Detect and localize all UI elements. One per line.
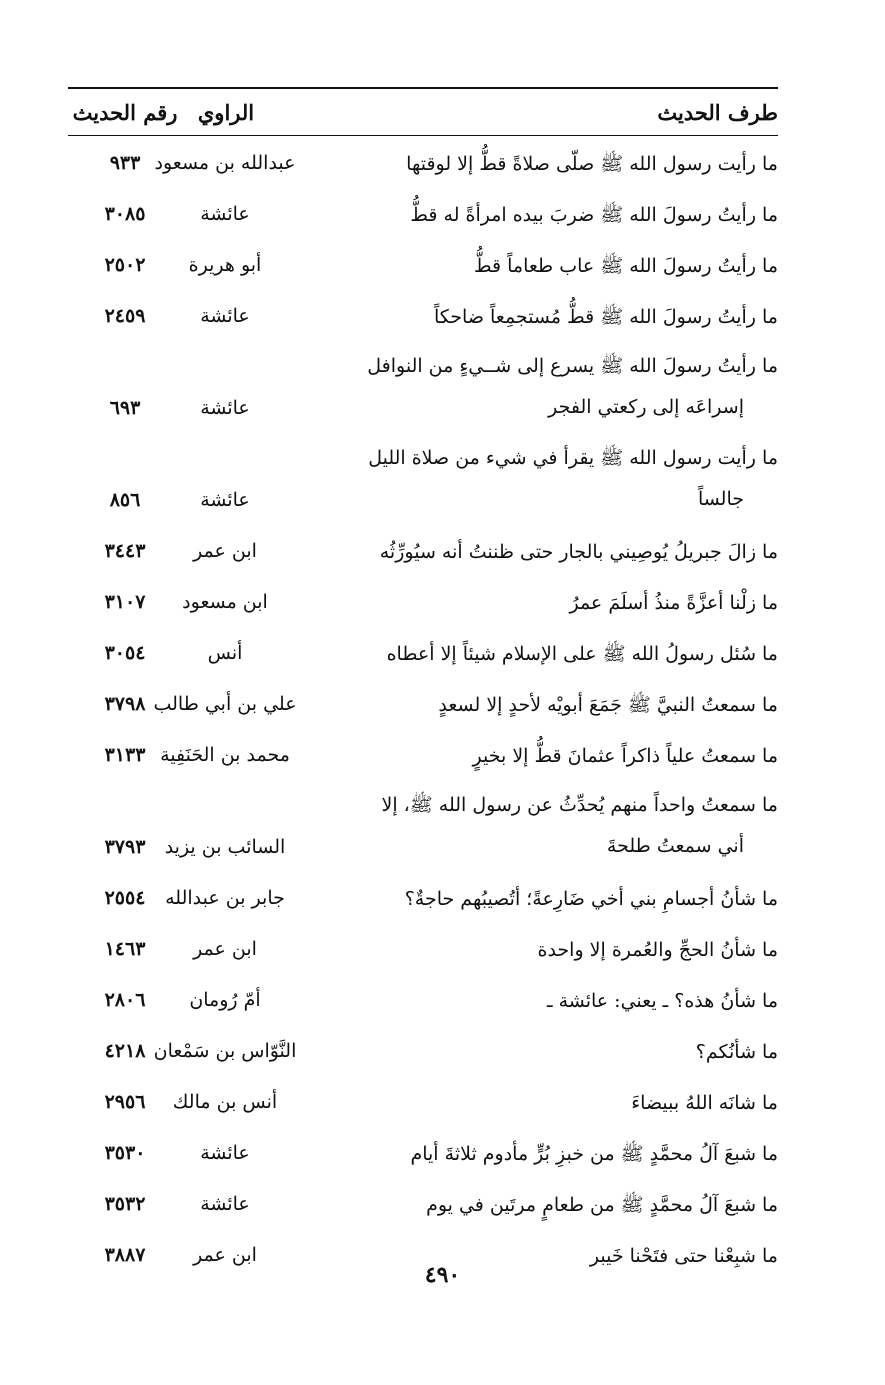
table-row: [68, 577, 778, 628]
top-rule: [68, 87, 778, 89]
hadith-text: [367, 346, 778, 428]
table-row: [68, 781, 778, 873]
table-row: [68, 291, 778, 342]
hadith-text: ما شأنُ أجسامِ بني أخي ضَارِعةً؛ أتُصيبُهم حاجةٌ؟: [404, 888, 778, 910]
hadith-text: ما سمعتُ النبيَّ ﷺ جَمَعَ أبويْه لأحدٍ إلا لسعدٍ: [438, 694, 778, 716]
hadith-text: ما شانَه اللهُ ببيضاءَ: [631, 1092, 778, 1114]
table-row: [68, 138, 778, 189]
hadith-number: ٣٤٤٣: [104, 540, 146, 562]
hadith-number: ٩٣٣: [109, 152, 141, 174]
table-header: [68, 94, 778, 132]
table-row: [68, 730, 778, 781]
narrator: محمد بن الحَنَفِية: [160, 744, 290, 766]
narrator: السائب بن يزيد: [164, 836, 286, 858]
table-row: [68, 189, 778, 240]
hadith-text: ما شبِعْنا حتى فتَحْنا خَيبر: [589, 1245, 778, 1267]
narrator: ابن عمر: [193, 540, 257, 562]
table-row: [68, 1026, 778, 1077]
hadith-text: ما رأيتُ رسولَ الله ﷺ قطُّ مُستجمِعاً ضاحكاً: [434, 306, 778, 328]
narrator: ابن عمر: [193, 1244, 257, 1266]
hadith-text: ما سُئل رسولُ الله ﷺ على الإسلام شيئاً إلا أعطاه: [386, 643, 778, 665]
hadith-number: ٣٠٥٤: [104, 642, 146, 664]
table-row: [68, 628, 778, 679]
hadith-text: ما سمعتُ علياً ذاكراً عثمانَ قطُّ إلا بخيرٍ: [472, 745, 778, 767]
narrator: عائشة: [200, 305, 250, 327]
narrator: أنس: [207, 642, 243, 664]
narrator: عائشة: [200, 489, 250, 511]
hadith-number: ٣٠٨٥: [104, 203, 146, 225]
hadith-text: ما زلْنا أعزَّةً منذُ أسلَمَ عمرُ: [569, 592, 778, 614]
hadith-number: ٤٢١٨: [104, 1040, 146, 1062]
narrator: ابن مسعود: [182, 591, 268, 613]
table-row: [68, 1128, 778, 1179]
hadith-number: ٣٧٩٨: [104, 693, 146, 715]
hadith-text: ما زالَ جبريلُ يُوصِيني بالجار حتى ظننتُ أنه سيُورِّثُه: [379, 541, 778, 563]
hadith-number: ٣١٣٣: [104, 744, 146, 766]
narrator: أبو هريرة: [188, 254, 262, 276]
narrator: عائشة: [200, 397, 250, 419]
table-row: [68, 526, 778, 577]
hadith-text: ما شأنُ هذه؟ ـ يعني: عائشة ـ: [546, 990, 778, 1012]
hadith-number: ٢٨٠٦: [104, 989, 146, 1011]
narrator: عبدالله بن مسعود: [154, 152, 296, 174]
narrator: أمّ رُومان: [189, 989, 261, 1011]
page-number: ٤٩٠: [424, 1262, 461, 1288]
hadith-text: ما رأيت رسول الله ﷺ صلّى صلاةً قطُّ إلا لوقتها: [406, 153, 778, 175]
hadith-text: ما رأيتُ رسولَ الله ﷺ عاب طعاماً قطُّ: [473, 255, 778, 277]
table-row: [68, 975, 778, 1026]
narrator: ابن عمر: [193, 938, 257, 960]
hadith-text: [383, 785, 778, 867]
hadith-text-line1: ما رأيتُ رسولَ الله ﷺ يسرع إلى شــيءٍ من النوافل: [367, 355, 778, 377]
table-row: [68, 679, 778, 730]
hadith-text-line2: إسراعَه إلى ركعتي الفجر: [548, 396, 744, 418]
hadith-number: ٣٥٣٢: [104, 1193, 146, 1215]
hadith-number: ٨٥٦: [109, 489, 141, 511]
header-number-label: رقم الحديث: [72, 100, 178, 125]
hadith-number: ٣٨٨٧: [104, 1244, 146, 1266]
narrator: عائشة: [200, 1142, 250, 1164]
hadith-number: ٢٩٥٦: [104, 1091, 146, 1113]
hadith-number: ٢٤٥٩: [104, 305, 146, 327]
hadith-number: ٢٥٥٤: [104, 887, 146, 909]
hadith-table: [68, 138, 778, 1281]
narrator: عائشة: [200, 1193, 250, 1215]
header-rawi-label: الراوي: [197, 100, 255, 125]
narrator: علي بن أبي طالب: [153, 693, 297, 715]
table-row: [68, 1077, 778, 1128]
table-row: [68, 434, 778, 526]
hadith-text: ما شبعَ آلُ محمَّدٍ ﷺ من خبزِ بُرٍّ مأدوم ثلاثةَ أيام: [410, 1143, 778, 1165]
hadith-text-line2: أني سمعتُ طلحةَ: [606, 835, 744, 857]
hadith-text: ما شبعَ آلُ محمَّدٍ ﷺ من طعامٍ مرتَين في يوم: [426, 1194, 778, 1216]
hadith-text: ما شأنُكم؟: [695, 1041, 778, 1063]
table-row: [68, 1179, 778, 1230]
hadith-text: [368, 438, 778, 520]
narrator: أنس بن مالك: [172, 1091, 278, 1113]
hadith-text-line1: ما رأيت رسول الله ﷺ يقرأ في شيء من صلاة الليل: [368, 447, 778, 469]
hadith-number: ٣٧٩٣: [104, 836, 146, 858]
narrator: جابر بن عبدالله: [165, 887, 285, 909]
hadith-number: ٢٥٠٢: [104, 254, 146, 276]
hadith-number: ٦٩٣: [109, 397, 141, 419]
header-hadith-label: طرف الحديث: [657, 100, 778, 125]
narrator: النَّوّاس بن سَمْعان: [153, 1040, 297, 1062]
table-row: [68, 342, 778, 434]
hadith-text: ما رأيتُ رسولَ الله ﷺ ضربَ بيده امرأةً له قطُّ: [410, 204, 778, 226]
table-row: [68, 240, 778, 291]
narrator: عائشة: [200, 203, 250, 225]
header-rule: [68, 135, 778, 136]
hadith-text-line2: جالساً: [697, 488, 744, 510]
hadith-number: ١٤٦٣: [104, 938, 146, 960]
hadith-number: ٣١٠٧: [104, 591, 146, 613]
table-row: [68, 924, 778, 975]
hadith-text-line1: ما سمعتُ واحداً منهم يُحدِّثُ عن رسول الله ﷺ، إلا: [381, 794, 778, 816]
table-row: [68, 873, 778, 924]
hadith-number: ٣٥٣٠: [104, 1142, 146, 1164]
hadith-text: ما شأنُ الحجِّ والعُمرة إلا واحدة: [537, 939, 778, 961]
